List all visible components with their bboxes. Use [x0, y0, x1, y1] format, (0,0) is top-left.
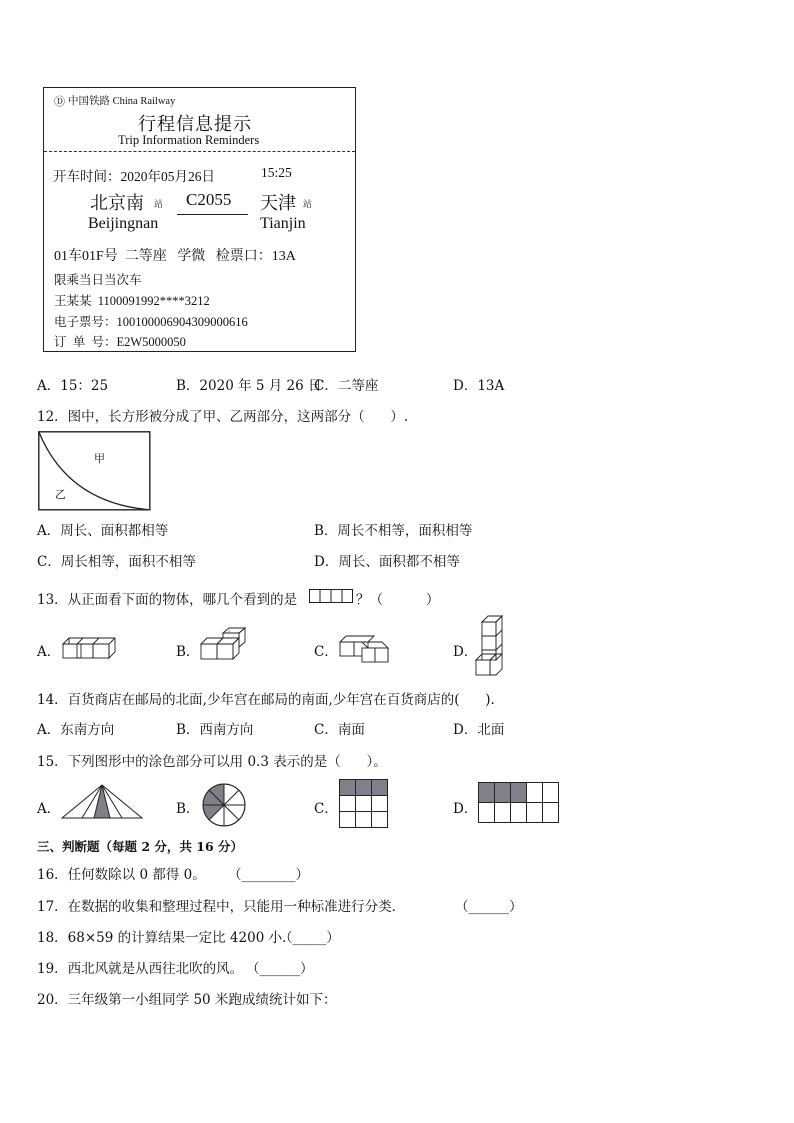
to-station: 天津: [260, 193, 296, 213]
seat-info: 01车01F号 二等座 学微 检票口：13A: [54, 249, 296, 264]
q15-triangle-figure: [61, 783, 143, 821]
q13-cube-figure-c: [340, 634, 392, 664]
from-station-suffix: 站: [154, 199, 164, 209]
q13-front-view-squares: [309, 589, 353, 603]
q11-option-c[interactable]: C．二等座: [314, 378, 379, 394]
eticket-number: 电子票号：10010000690430900​0616: [54, 315, 248, 329]
q16-text: 16．任何数除以 0 都得 0。: [37, 867, 206, 883]
q18-answer-blank[interactable]: （_____）: [279, 930, 340, 946]
railway-logo-icon: Ⓓ: [54, 96, 65, 108]
q11-option-a[interactable]: A．15：25: [37, 378, 109, 394]
to-station-en: Tianjin: [260, 215, 306, 232]
passenger-info: 王某某 1100091992****3212: [54, 294, 210, 308]
depart-clock: 15:25: [261, 165, 292, 180]
ticket-note: 限乘当日当次车: [54, 273, 142, 287]
q17-text: 17．在数据的收集和整理过程中，只能用一种标准进行分类．: [37, 899, 406, 915]
q13-option-a[interactable]: A．: [37, 644, 61, 660]
q14-option-a[interactable]: A．东南方向: [37, 722, 115, 738]
q14-option-c[interactable]: C．南面: [314, 722, 365, 738]
q13-cube-figure-d: [476, 618, 506, 678]
ticket-title-cn: 行程信息提示: [138, 114, 252, 134]
q13-stem-after: ？（ ）: [356, 592, 440, 608]
train-number: C2055: [186, 190, 232, 209]
depart-time: 开车时间：2020年05月26日: [53, 169, 215, 184]
q15-option-c[interactable]: C．: [314, 801, 338, 817]
q12-option-d[interactable]: D．周长、面积都不相等: [314, 554, 460, 570]
q15-option-a[interactable]: A．: [37, 801, 61, 817]
q13-option-d[interactable]: D．: [453, 644, 478, 660]
q13-cube-figure-a: [63, 636, 119, 662]
q15-option-d[interactable]: D．: [453, 801, 478, 817]
q14-stem: 14．百货商店在邮局的北面,少年宫在邮局的南面,少年宫在百货商店的( ).: [37, 692, 495, 708]
q12-option-b[interactable]: B．周长不相等，面积相等: [314, 523, 473, 539]
q12-label-yi: 乙: [55, 488, 66, 501]
dashed-divider: [44, 151, 355, 152]
q13-stem-before: 13．从正面看下面的物体，哪几个看到的是: [37, 592, 298, 608]
q13-option-b[interactable]: B．: [176, 644, 200, 660]
q18-text: 18．68×59 的计算结果一定比 4200 小．: [37, 930, 296, 946]
q15-grid-figure-c: [339, 779, 389, 829]
q13-cube-figure-b: [201, 630, 251, 664]
train-ticket: [43, 87, 356, 352]
section-3-title: 三、判断题（每题 2 分，共 16 分）: [37, 839, 244, 854]
q13-option-c[interactable]: C．: [314, 644, 338, 660]
ticket-brand: 中国铁路 China Railway: [68, 96, 176, 107]
q19-text: 19．西北风就是从西往北吹的风。: [37, 961, 244, 977]
q14-option-d[interactable]: D．北面: [453, 722, 505, 738]
from-station-en: Beijingnan: [88, 215, 159, 232]
q11-option-b[interactable]: B．2020 年 5 月 26 日: [176, 378, 322, 394]
q14-option-b[interactable]: B．西南方向: [176, 722, 254, 738]
q12-label-jia: 甲: [94, 452, 105, 465]
order-number: 订 单 号：E2W5000050: [54, 335, 186, 349]
q15-stem: 15．下列图形中的涂色部分可以用 0.3 表示的是（ ）。: [37, 754, 387, 770]
q17-answer-blank[interactable]: （______）: [455, 899, 523, 915]
to-station-suffix: 站: [303, 199, 313, 209]
q12-stem: 12．图中，长方形被分成了甲、乙两部分，这两部分（ ）.: [37, 409, 409, 425]
q12-option-a[interactable]: A．周长、面积都相等: [37, 523, 169, 539]
from-station: 北京南: [90, 193, 144, 213]
q15-circle-figure: [201, 782, 247, 828]
q19-answer-blank[interactable]: （______）: [246, 961, 314, 977]
q12-option-c[interactable]: C．周长相等，面积不相等: [37, 554, 196, 570]
q11-option-d[interactable]: D．13A: [453, 378, 505, 394]
q15-option-b[interactable]: B．: [176, 801, 200, 817]
q16-answer-blank[interactable]: （________）: [228, 867, 309, 883]
train-number-underline: [177, 214, 248, 215]
q20-text: 20．三年级第一小组同学 50 米跑成绩统计如下：: [37, 992, 337, 1008]
ticket-title-en: Trip Information Reminders: [118, 133, 260, 147]
q15-grid-figure-d: [478, 782, 560, 824]
